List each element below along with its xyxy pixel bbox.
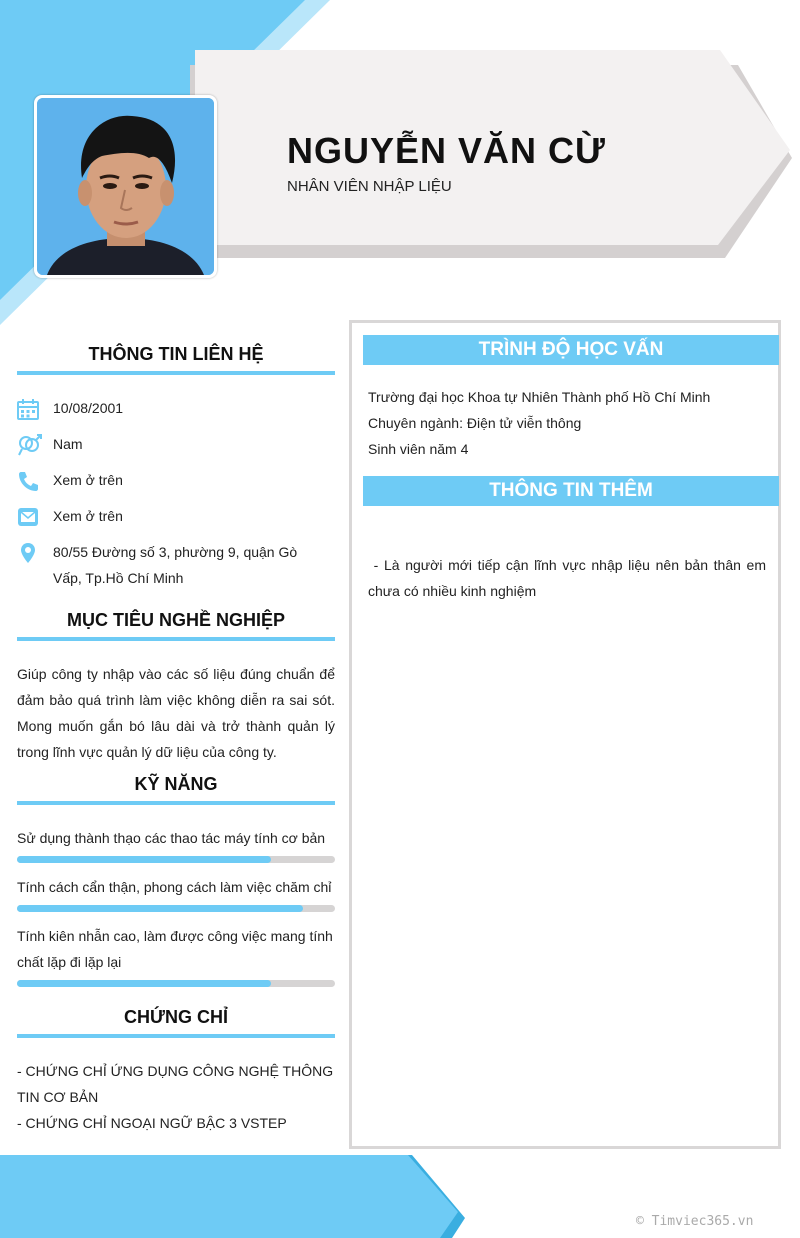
skill-progress-bar	[17, 856, 335, 863]
certificates-list	[17, 1058, 335, 1136]
gender-icon	[17, 434, 43, 456]
profile-photo	[37, 98, 214, 275]
skill-progress-fill	[17, 980, 271, 987]
education-line: Chuyên ngành: Điện tử viễn thông	[368, 415, 582, 431]
calendar-icon	[17, 398, 39, 420]
phone-icon	[17, 470, 39, 492]
email-icon	[17, 506, 39, 528]
certificates-title: CHỨNG CHỈ	[17, 1007, 335, 1038]
objective-text: Giúp công ty nhập vào các số liệu đúng chuẩn để đảm bảo quá trình làm việc không diễn ra sai sót. Mong muốn gắn bó lâu dài và trở thành quản lý trong lĩnh vực quản lý dữ liệu của công ty.	[17, 666, 335, 760]
skills-title: KỸ NĂNG	[17, 774, 335, 805]
education-line: Sinh viên năm 4	[368, 441, 469, 457]
contact-phone: Xem ở trên	[53, 472, 123, 488]
contact-address: 80/55 Đường số 3, phường 9, quận Gò Vấp, Tp.Hồ Chí Minh	[53, 544, 298, 586]
contact-email: Xem ở trên	[53, 508, 123, 524]
contact-birthday: 10/08/2001	[53, 400, 124, 416]
certificates-section	[17, 1007, 335, 1038]
contact-section	[17, 344, 335, 375]
objective-section	[17, 610, 335, 641]
avatar	[34, 95, 217, 278]
skill-progress-fill	[17, 856, 271, 863]
skill-label: Tính cách cẩn thận, phong cách làm việc chăm chỉ	[17, 879, 332, 895]
education-title: TRÌNH ĐỘ HỌC VẤN	[363, 335, 779, 365]
objective-title: MỤC TIÊU NGHỀ NGHIỆP	[17, 610, 335, 641]
skill-progress-bar	[17, 980, 335, 987]
skill-label: Sử dụng thành thạo các thao tác máy tính cơ bản	[17, 830, 326, 846]
bottom-blue-shape	[0, 1155, 458, 1238]
contact-gender: Nam	[53, 436, 83, 452]
education-details	[368, 384, 766, 462]
extra-info-title: THÔNG TIN THÊM	[363, 476, 779, 506]
extra-info-text: - Là người mới tiếp cận lĩnh vực nhập liệu nên bản thân em chưa có nhiều kinh nghiệm	[368, 557, 770, 599]
skill-label: Tính kiên nhẫn cao, làm được công việc mang tính chất lặp đi lặp lại	[17, 928, 333, 970]
certificate-item: - CHỨNG CHỈ ỨNG DỤNG CÔNG NGHỆ THÔNG TIN CƠ BẢN	[17, 1063, 334, 1105]
education-line: Trường đại học Khoa tự Nhiên Thành phố Hồ Chí Minh	[368, 389, 711, 405]
job-position: NHÂN VIÊN NHẬP LIỆU	[287, 178, 452, 195]
contact-title: THÔNG TIN LIÊN HỆ	[17, 344, 335, 375]
skills-section	[17, 774, 335, 805]
candidate-name: NGUYỄN VĂN CỪ	[287, 130, 606, 171]
location-icon	[17, 542, 39, 564]
certificate-item: - CHỨNG CHỈ NGOẠI NGỮ BẬC 3 VSTEP	[17, 1115, 287, 1131]
skill-progress-fill	[17, 905, 303, 912]
copyright-text: © Timviec365.vn	[636, 1214, 754, 1229]
skill-progress-bar	[17, 905, 335, 912]
